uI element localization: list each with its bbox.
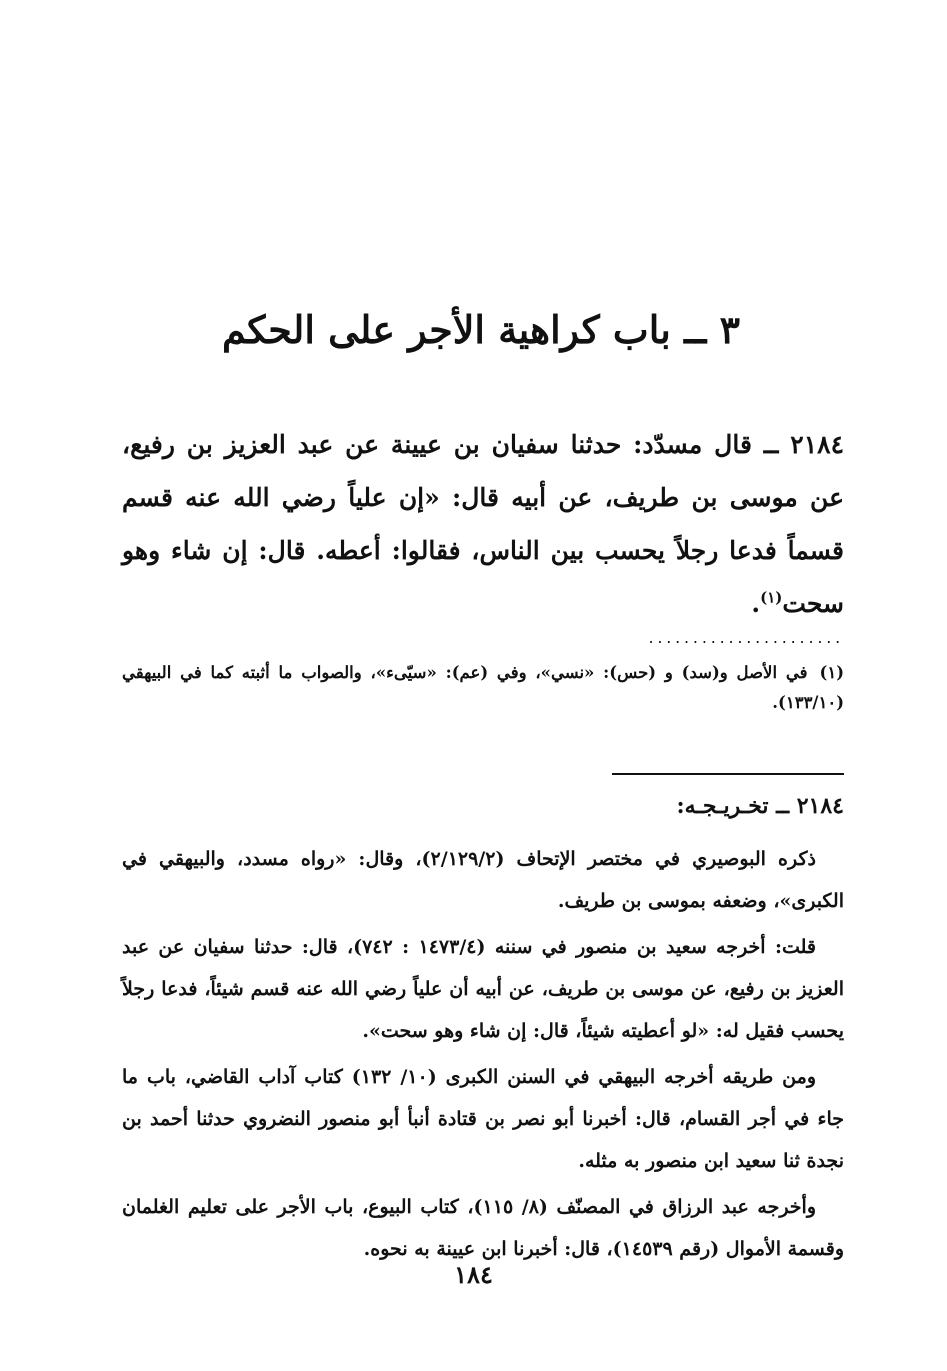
footnote-number: (١) bbox=[819, 663, 844, 682]
hadith-body: ٢١٨٤ ــ قال مسدّد: حدثنا سفيان بن عيينة عن عبد العزيز بن رفيع، عن موسى بن طريف، عن أبيه قال: «إن علياً رضي الله عنه قسم قسماً فدعا رجلاً يحسب بين الناس، فقالوا: أعطه. قال: إن شاء وهو سحت bbox=[122, 430, 844, 618]
takhrij-heading: ٢١٨٤ ــ تخـريـجـه: bbox=[676, 793, 844, 819]
takhrij-paragraph: ومن طريقه أخرجه البيهقي في السنن الكبرى (١٠/ ١٣٢) كتاب آداب القاضي، باب ما جاء في أجر القسام، قال: أخبرنا أبو نصر بن قتادة أنبأ أبو منصور النضروي حدثنا أحمد بن نجدة ثنا سعيد ابن منصور به مثله. bbox=[122, 1066, 844, 1172]
footnote-reference[interactable]: (١) bbox=[760, 588, 783, 607]
footnote bbox=[122, 658, 844, 718]
footnote-separator: ...................... bbox=[648, 628, 844, 647]
takhrij-paragraph: وأخرجه عبد الرزاق في المصنّف (٨/ ١١٥)، كتاب البيوع، باب الأجر على تعليم الغلمان وقسمة الأموال (رقم ١٤٥٣٩)، قال: أخبرنا ابن عيينة به نحوه. bbox=[122, 1196, 844, 1260]
footnote-text: في الأصل و(سد) و (حس): «نسي»، وفي (عم): «سيّىء»، والصواب ما أثبته كما في البيهقي (١٣٣/١٠). bbox=[122, 663, 844, 712]
chapter-title: ٣ ــ باب كراهية الأجر على الحكم bbox=[221, 307, 741, 352]
hadith-text bbox=[122, 418, 844, 630]
takhrij-paragraph: قلت: أخرجه سعيد بن منصور في سننه (١٤٧٣/٤ : ٧٤٢)، قال: حدثنا سفيان عن عبد العزيز بن رفيع، عن موسى بن طريف، عن أبيه أن علياً رضي الله عنه قسم شيئاً، فدعا رجلاً يحسب فقيل له: «لو أعطيته شيئاً، قال: إن شاء وهو سحت». bbox=[122, 936, 844, 1042]
takhrij-body bbox=[122, 810, 844, 1270]
section-divider bbox=[612, 773, 844, 775]
hadith-end-punctuation: . bbox=[751, 589, 761, 618]
takhrij-paragraph: ذكره البوصيري في مختصر الإتحاف (٢/١٢٩/٢)، وقال: «رواه مسدد، والبيهقي في الكبرى»، وضعفه بموسى بن طريف. bbox=[122, 848, 844, 912]
page-number: ١٨٤ bbox=[454, 1260, 493, 1289]
